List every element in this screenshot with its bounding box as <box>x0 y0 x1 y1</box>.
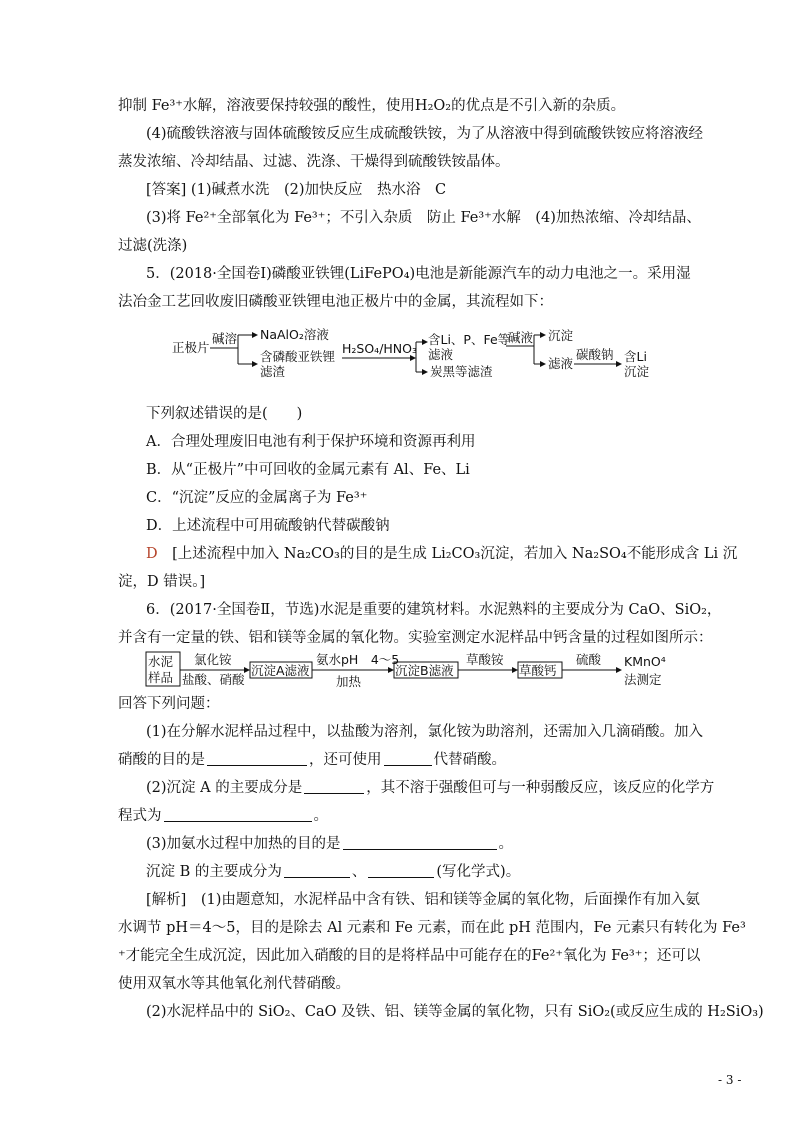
option-a: A．合理处理废旧电池有利于保护环境和资源再利用 <box>146 434 476 450</box>
text-line: (4)硫酸铁溶液与固体硫酸铵反应生成硫酸铁铵，为了从溶液中得到硫酸铁铵应将溶液经 <box>146 126 704 142</box>
text-line: 抑制 Fe³⁺水解，溶液要保持较强的酸性，使用H₂O₂的优点是不引入新的杂质。 <box>118 98 626 114</box>
flow2-node-kmno4-2: 法测定 <box>624 672 662 687</box>
answer-tag: [答案] <box>146 182 187 198</box>
flow-node-filtrate-3: 滤液 <box>548 356 574 371</box>
text-line: 使用双氧水等其他氧化剂代替硝酸。 <box>118 976 350 992</box>
text-line: (3)将 Fe²⁺全部氧化为 Fe³⁺；不引入杂质 防止 Fe³⁺水解 (4)加热浓缩、冷却结晶、 <box>146 210 701 226</box>
option-d: D．上述流程中可用硫酸钠代替碳酸钠 <box>146 518 390 534</box>
text-line: 过滤(洗涤) <box>118 238 188 254</box>
answer-blank[interactable] <box>368 863 434 878</box>
flow2-node-ppt-a: 沉淀A滤液 <box>251 663 310 678</box>
flow2-node-caox: 草酸钙 <box>519 663 557 678</box>
answer-blank[interactable] <box>284 863 350 878</box>
flow2-node-kmno4: KMnO⁴ <box>624 654 666 669</box>
flow2-node-sample: 水泥 <box>148 654 174 669</box>
flow-node-filtrate-2: 滤液 <box>428 347 454 362</box>
option-c: C．“沉淀”反应的金属离子为 Fe³⁺ <box>146 490 368 506</box>
page-number: - 3 - <box>718 1073 742 1087</box>
flow2-node-sample-2: 样品 <box>148 670 174 685</box>
flow-node-start: 正极片 <box>172 340 210 355</box>
flow-node-filtrate: 含Li、P、Fe等 <box>428 332 511 347</box>
flow-edge-acid: H₂SO₄/HNO₃ <box>342 341 418 356</box>
text-line: 水调节 pH＝4～5，目的是除去 Al 元素和 Fe 元素，而在此 pH 范围内，Fe 元素只有转化为 Fe³ <box>118 920 746 936</box>
cement-flowchart <box>140 648 670 690</box>
flow-node-carbon: 炭黑等滤渣 <box>430 364 493 379</box>
subquestion-1: (1)在分解水泥样品过程中，以盐酸为溶剂，氯化铵为助溶剂，还需加入几滴硝酸。加入 <box>146 724 704 740</box>
answer-blank[interactable] <box>384 751 432 766</box>
flow2-edge-heat: 加热 <box>336 674 362 689</box>
answer-letter: D <box>146 546 158 562</box>
flow2-edge-h2so4: 硫酸 <box>576 652 602 667</box>
subquestion-2-blank: 程式为 。 <box>118 808 328 824</box>
text-line: 蒸发浓缩、冷却结晶、过滤、洗涤、干燥得到硫酸铁铵晶体。 <box>118 154 510 170</box>
answer-text: (1)碱煮水洗 (2)加快反应 热水浴 C <box>186 182 447 198</box>
flow-node-residue: 含磷酸亚铁锂 <box>260 349 336 364</box>
text-line: (2)水泥样品中的 SiO₂、CaO 及铁、铝、镁等金属的氧化物，只有 SiO₂(或反应生成的 H₂SiO₃) <box>146 1004 764 1020</box>
answer-explanation: [上述流程中加入 Na₂CO₃的目的是生成 Li₂CO₃沉淀，若加入 Na₂SO₄不能形成含 Li 沉 <box>157 546 738 562</box>
question-6-stem: 6．(2017·全国卷Ⅱ，节选)水泥是重要的建筑材料。水泥熟料的主要成分为 CaO、SiO₂， <box>146 602 722 618</box>
option-b: B．从“正极片”中可回收的金属元素有 Al、Fe、Li <box>146 462 470 478</box>
text-line: 淀，D 错误。] <box>118 574 206 590</box>
text-line: 并含有一定量的铁、铝和镁等金属的氧化物。实验室测定水泥样品中钙含量的过程如图所示： <box>118 630 713 646</box>
subquestion-3: (3)加氨水过程中加热的目的是 。 <box>146 836 514 852</box>
text-line: ⁺才能完全生成沉淀，因此加入硝酸的目的是将样品中可能存在的Fe²⁺氧化为 Fe³⁺；还可以 <box>118 948 701 964</box>
flow-node-li: 含Li <box>624 349 647 364</box>
flow-node-li-2: 沉淀 <box>624 364 650 379</box>
flow-node-naalo2: NaAlO₂溶液 <box>260 327 329 342</box>
question-5-prompt: 下列叙述错误的是( ) <box>146 406 303 422</box>
text-line: 回答下列问题： <box>118 696 220 712</box>
li-recovery-flowchart <box>170 324 670 386</box>
flow-edge-base: 碱液 <box>508 330 534 345</box>
flow2-edge-acids: 盐酸、硝酸 <box>182 672 245 687</box>
flow-edge-alkali: 碱溶 <box>212 331 238 346</box>
answer-blank[interactable] <box>304 779 364 794</box>
flow2-edge-nh3: 氨水pH 4～5 <box>316 652 400 667</box>
answer-line <box>146 180 446 200</box>
analysis-line: [解析] (1)由题意知，水泥样品中含有铁、铝和镁等金属的氧化物，后面操作有加入氨 <box>146 892 700 908</box>
question-5-stem: 5．(2018·全国卷Ⅰ)磷酸亚铁锂(LiFePO₄)电池是新能源汽车的动力电池之一。采用湿 <box>146 266 691 282</box>
answer-blank[interactable] <box>207 751 307 766</box>
flow-node-residue-2: 滤渣 <box>260 364 286 379</box>
flow-node-precipitate: 沉淀 <box>548 328 574 343</box>
answer-blank[interactable] <box>343 835 497 850</box>
subquestion-2: (2)沉淀 A 的主要成分是 ，其不溶于强酸但可与一种弱酸反应，该反应的化学方 <box>146 780 715 796</box>
subquestion-3b: 沉淀 B 的主要成分为 、 (写化学式)。 <box>146 864 521 880</box>
flow2-edge-nh4cl: 氯化铵 <box>194 652 232 667</box>
analysis-tag: [解析] <box>146 892 187 908</box>
answer-line <box>146 544 737 564</box>
answer-blank[interactable] <box>164 807 312 822</box>
text-line: 法冶金工艺回收废旧磷酸亚铁锂电池正极片中的金属，其流程如下： <box>118 294 553 310</box>
flow2-node-ppt-b: 沉淀B滤液 <box>395 663 454 678</box>
flow2-edge-oxalate: 草酸铵 <box>466 652 504 667</box>
flow-edge-na2co3: 碳酸钠 <box>576 347 614 362</box>
subquestion-1-blanks: 硝酸的目的是 ，还可使用 代替硝酸。 <box>118 752 506 768</box>
